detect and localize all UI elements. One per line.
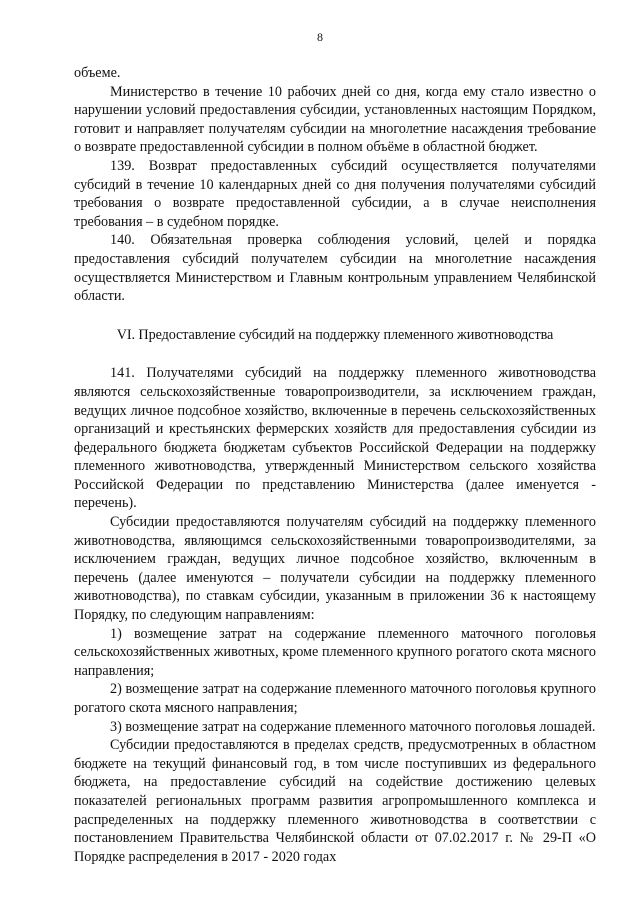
paragraph-140: 140. Обязательная проверка соблюдения условий, целей и порядка предоставления субсидий получателем субсидии на многолетние насаждения осуществляется Министерством и Главным контрольным управлением Челябинской области. <box>74 232 596 305</box>
paragraph-139: 139. Возврат предоставленных субсидий осуществляется получателями субсидий в течение 10 календарных дней со дня получения получателями субсидий требования о возврате предоставленной субсидии, а в случае неисполнения требования – в судебном порядке. <box>74 157 596 230</box>
document-body <box>74 64 596 866</box>
section-heading: VI. Предоставление субсидий на поддержку племенного животноводства <box>116 326 554 343</box>
list-item-1: 1) возмещение затрат на содержание племенного маточного поголовья сельскохозяйственных животных, кроме племенного крупного рогатого скота мясного направления; <box>74 625 596 679</box>
paragraph-ministry-notice: Министерство в течение 10 рабочих дней со дня, когда ему стало известно о нарушении условий предоставления субсидии, установленных настоящим Порядком, готовит и направляет получателям субсидии на многолетние насаждения требование о возврате предоставленной субсидии в полном объёме в областной бюджет. <box>74 83 596 156</box>
list-item-2: 2) возмещение затрат на содержание племенного маточного поголовья крупного рогатого скота мясного направления; <box>74 681 596 716</box>
paragraph-budget: Субсидии предоставляются в пределах средств, предусмотренных в областном бюджете на текущий финансовый год, в том числе поступивших из федерального бюджета, на предоставление субсидий на содействие достижению целевых показателей региональных программ развития агропромышленного комплекса и распределенных на поддержку племенного животноводства в соответствии с постановлением Правительства Челябинской области от 07.02.2017 г. № 29-П «О Порядке распределения в 2017 - 2020 годах <box>74 737 596 865</box>
paragraph-volume: объеме. <box>74 65 121 81</box>
page-number: 8 <box>317 30 323 44</box>
paragraph-subsidies-provided: Субсидии предоставляются получателям субсидий на поддержку племенного животноводства, являющимся сельскохозяйственными товаропроизводителями, за исключением граждан, ведущих личное подсобное хозяйство, включенным в перечень (далее именуются – получатели субсидии на поддержку племенного животноводства), по ставкам субсидии, указанным в приложении 36 к настоящему Порядку, по следующим направлениям: <box>74 514 596 624</box>
paragraph-141: 141. Получателями субсидий на поддержку племенного животноводства являются сельскохозяйственные товаропроизводители, за исключением граждан, ведущих личное подсобное хозяйство, включенные в перечень сельскохозяйственных организаций и крестьянских фермерских хозяйств для предоставления субсидии из федерального бюджета бюджетам субъектов Российской Федерации на поддержку племенного животноводства, утвержденный Министерством сельского хозяйства Российской Федерации по представлению Министерства (далее именуется - перечень). <box>74 365 596 512</box>
list-item-3: 3) возмещение затрат на содержание племенного маточного поголовья лошадей. <box>110 718 596 735</box>
